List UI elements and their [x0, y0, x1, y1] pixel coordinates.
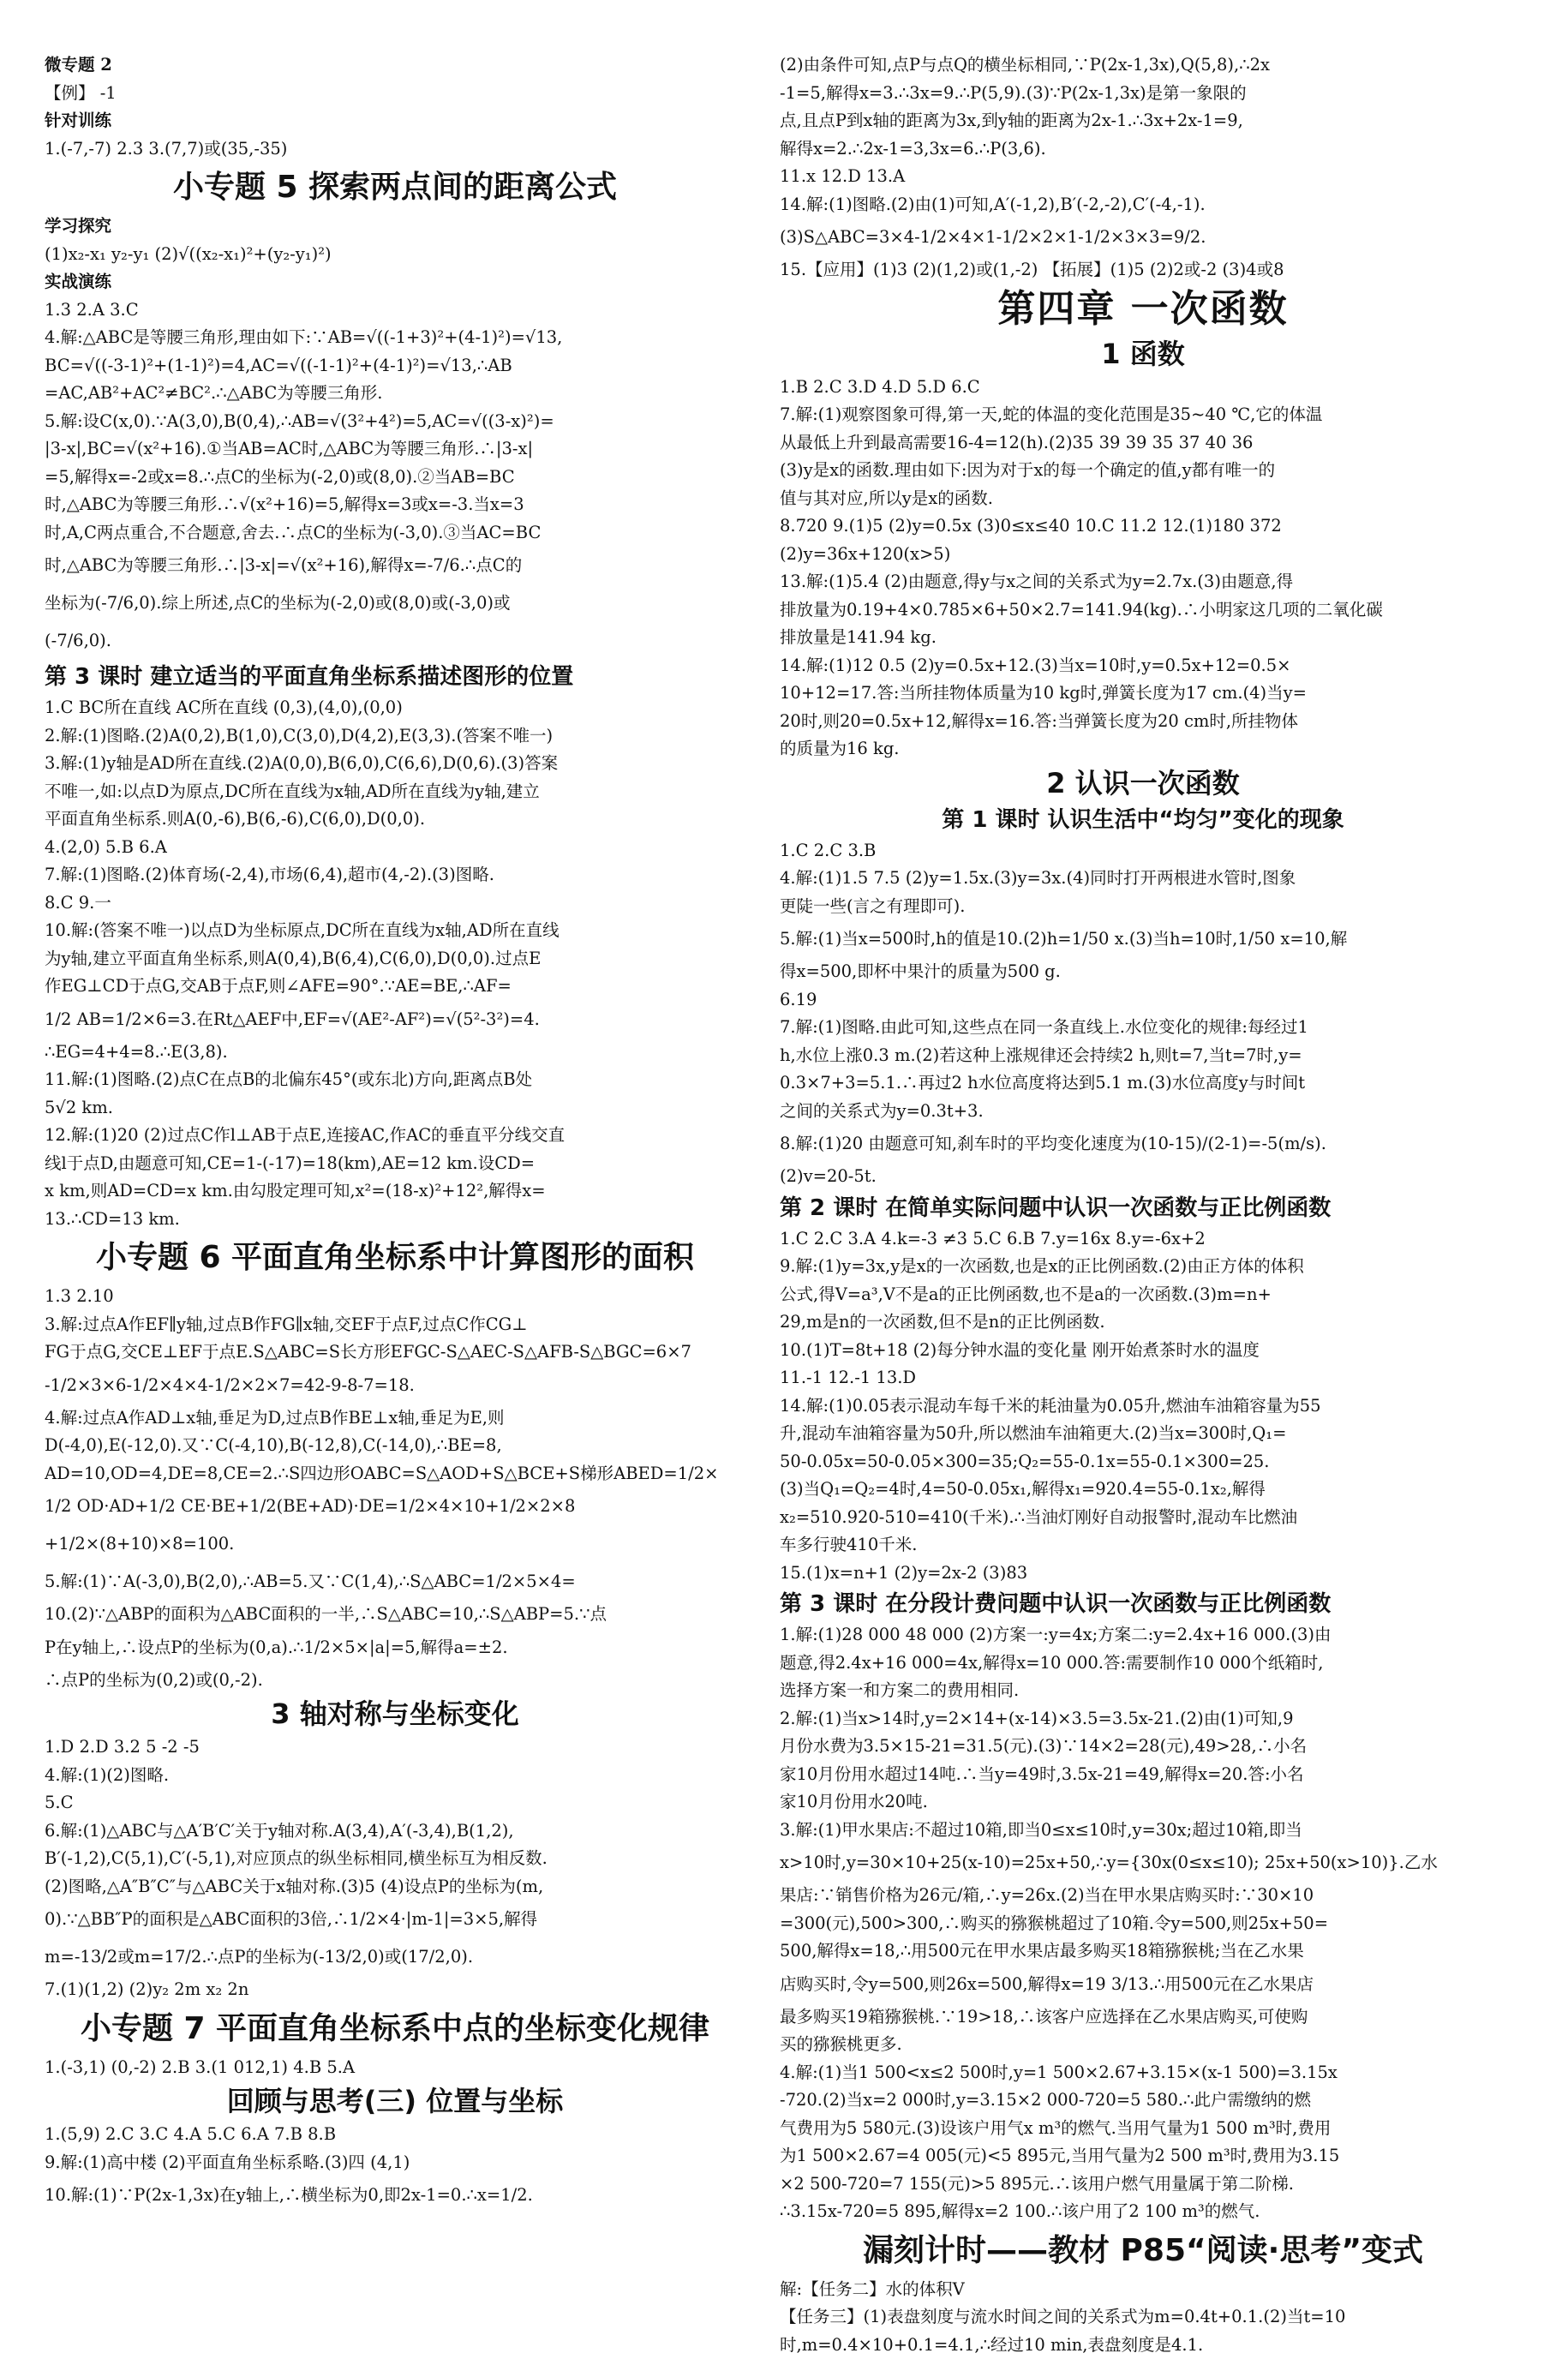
answer-line: 15.(1)x=n+1 (2)y=2x-2 (3)83: [780, 1560, 1506, 1588]
answer-line: 公式,得V=a³,V不是a的正比例函数,也不是a的一次函数.(3)m=n+: [780, 1281, 1506, 1309]
answer-line: 2.解:(1)图略.(2)A(0,2),B(1,0),C(3,0),D(4,2),E(3,3).(答案不唯一): [45, 722, 745, 751]
answer-line: 店购买时,令y=500,则26x=500,解得x=19 3/13.∴用500元在乙水果店: [780, 1966, 1506, 2003]
answer-line: 10.(2)∵△ABP的面积为△ABC面积的一半,∴S△ABC=10,∴S△ABP=5.∵点: [45, 1601, 745, 1629]
sec3-heading: 3 轴对称与坐标变化: [45, 1694, 745, 1733]
extra-answers: [780, 2276, 1506, 2359]
answer-line: x>10时,y=30×10+25(x-10)=25x+50,∴y={30x(0≤x≤10); 25x+50(x>10)}.乙水: [780, 1844, 1506, 1882]
topic5-answers: [45, 296, 745, 661]
answer-line: 4.解:(1)(2)图略.: [45, 1762, 745, 1790]
answer-line: 0).∵△BB″P的面积是△ABC面积的3倍,∴1/2×4·|m-1|=3×5,解得: [45, 1901, 745, 1938]
answer-line: 7.解:(1)图略.由此可知,这些点在同一条直线上.水位变化的规律:每经过1: [780, 1014, 1506, 1042]
answer-line: ×2 500-720=7 155(元)>5 895元.∴该用户燃气用量属于第二阶梯.: [780, 2170, 1506, 2199]
answer-line: 12.解:(1)20 (2)过点C作l⊥AB于点E,连接AC,作AC的垂直平分线交直: [45, 1122, 745, 1150]
answer-line: 7.解:(1)图略.(2)体育场(-2,4),市场(6,4),超市(4,-2).(3)图略.: [45, 861, 745, 889]
answer-line: 7.(1)(1,2) (2)y₂ 2m x₂ 2n: [45, 1976, 745, 2004]
answer-line: 1.(5,9) 2.C 3.C 4.A 5.C 6.A 7.B 8.B: [45, 2121, 745, 2149]
micro2-title: 微专题 2: [45, 51, 745, 80]
answer-line: 29,m是n的一次函数,但不是n的正比例函数.: [780, 1308, 1506, 1337]
answer-line: 最多购买19箱猕猴桃.∵19>18,∴该客户应选择在乙水果店购买,可使购: [780, 2003, 1506, 2032]
answer-line: 时,△ABC为等腰三角形.∴√(x²+16)=5,解得x=3或x=-3.当x=3: [45, 491, 745, 519]
answer-line: 更陡一些(言之有理即可).: [780, 893, 1506, 921]
answer-line: -720.(2)当x=2 000时,y=3.15×2 000-720=5 580.∴此户需缴纳的燃: [780, 2087, 1506, 2115]
review-answers: [45, 2121, 745, 2214]
answer-line: 1.B 2.C 3.D 4.D 5.D 6.C: [780, 374, 1506, 402]
answer-line: (2)y=36x+120(x>5): [780, 541, 1506, 569]
lesson3-answers: [45, 694, 745, 1233]
answer-line: 5.解:(1)∵A(-3,0),B(2,0),∴AB=5.又∵C(1,4),∴S△ABC=1/2×5×4=: [45, 1563, 745, 1601]
answer-line: 10.(1)T=8t+18 (2)每分钟水温的变化量 刚开始煮茶时水的温度: [780, 1337, 1506, 1365]
answer-line: 20时,则20=0.5x+12,解得x=16.答:当弹簧长度为20 cm时,所挂物体: [780, 708, 1506, 736]
topic6-heading: 小专题 6 平面直角坐标系中计算图形的面积: [45, 1236, 745, 1279]
micro2-example: 【例】 -1: [45, 80, 745, 108]
lesson3-heading: 第 3 课时 建立适当的平面直角坐标系描述图形的位置: [45, 660, 745, 694]
answer-line: 1/2 OD·AD+1/2 CE·BE+1/2(BE+AD)·DE=1/2×4×10+1/2×2×8: [45, 1488, 745, 1525]
topic5-learn-label: 学习探究: [45, 213, 745, 241]
answer-line: +1/2×(8+10)×8=100.: [45, 1525, 745, 1563]
answer-line: 1.D 2.D 3.2 5 -2 -5: [45, 1733, 745, 1762]
answer-line: 选择方案一和方案二的费用相同.: [780, 1677, 1506, 1705]
left-column: [45, 51, 745, 2214]
answer-line: 点,且点P到x轴的距离为3x,到y轴的距离为2x-1.∴3x+2x-1=9,: [780, 107, 1506, 135]
answer-line: 7.解:(1)观察图象可得,第一天,蛇的体温的变化范围是35~40 ℃,它的体温: [780, 401, 1506, 429]
answer-line: 升,混动车油箱容量为50升,所以燃油车油箱更大.(2)当x=300时,Q₁=: [780, 1420, 1506, 1448]
answer-line: 得x=500,即杯中果汁的质量为500 g.: [780, 958, 1506, 986]
answer-line: 3.解:过点A作EF∥y轴,过点B作FG∥x轴,交EF于点F,过点C作CG⊥: [45, 1311, 745, 1339]
sec1-heading: 1 函数: [780, 334, 1506, 374]
lesson2-heading: 第 2 课时 在简单实际问题中认识一次函数与正比例函数: [780, 1191, 1506, 1225]
answer-line: 4.解:(1)1.5 7.5 (2)y=1.5x.(3)y=3x.(4)同时打开两根进水管时,图象: [780, 865, 1506, 893]
answer-line: 之间的关系式为y=0.3t+3.: [780, 1098, 1506, 1126]
answer-line: 5.解:设C(x,0).∵A(3,0),B(0,4),∴AB=√(3²+4²)=5,AC=√((3-x)²)=: [45, 408, 745, 436]
sec2-heading: 2 认识一次函数: [780, 763, 1506, 803]
answer-line: 为1 500×2.67=4 005(元)<5 895元,当用气量为2 500 m³时,费用为3.15: [780, 2142, 1506, 2170]
topic7-heading: 小专题 7 平面直角坐标系中点的坐标变化规律: [45, 2008, 745, 2051]
answer-line: 4.解:(1)当1 500<x≤2 500时,y=1 500×2.67+3.15×(x-1 500)=3.15x: [780, 2059, 1506, 2087]
answer-line: -1/2×3×6-1/2×4×4-1/2×2×7=42-9-8-7=18.: [45, 1367, 745, 1404]
answer-line: 13.∴CD=13 km.: [45, 1206, 745, 1234]
answer-line: AD=10,OD=4,DE=8,CE=2.∴S四边形OABC=S△AOD+S△BCE+S梯形ABED=1/2×: [45, 1460, 745, 1488]
answer-line: 题意,得2.4x+16 000=4x,解得x=10 000.答:需要制作10 000个纸箱时,: [780, 1650, 1506, 1678]
answer-line: 8.720 9.(1)5 (2)y=0.5x (3)0≤x≤40 10.C 11.2 12.(1)180 372: [780, 512, 1506, 541]
answer-line: 时,△ABC为等腰三角形.∴|3-x|=√(x²+16),解得x=-7/6.∴点C的: [45, 547, 745, 584]
answer-line: (2)由条件可知,点P与点Q的横坐标相同,∵P(2x-1,3x),Q(5,8),∴2x: [780, 51, 1506, 80]
answer-line: 1.C 2.C 3.B: [780, 837, 1506, 865]
answer-line: 50-0.05x=50-0.05×300=35;Q₂=55-0.1x=55-0.1×300=25.: [780, 1448, 1506, 1476]
answer-line: B′(-1,2),C(5,1),C′(-5,1),对应顶点的纵坐标相同,横坐标互为相反数.: [45, 1845, 745, 1873]
answer-line: 14.解:(1)12 0.5 (2)y=0.5x+12.(3)当x=10时,y=0.5x+12=0.5×: [780, 652, 1506, 680]
answer-line: 排放量是141.94 kg.: [780, 624, 1506, 652]
answer-line: 14.解:(1)图略.(2)由(1)可知,A′(-1,2),B′(-2,-2),C′(-4,-1).: [780, 191, 1506, 219]
micro2-answers: 1.(-7,-7) 2.3 3.(7,7)或(35,-35): [45, 135, 745, 164]
answer-line: 11.x 12.D 13.A: [780, 163, 1506, 191]
answer-line: 5.解:(1)当x=500时,h的值是10.(2)h=1/50 x.(3)当h=10时,1/50 x=10,解: [780, 920, 1506, 958]
answer-line: m=-13/2或m=17/2.∴点P的坐标为(-13/2,0)或(17/2,0).: [45, 1938, 745, 1976]
answer-line: (3)S△ABC=3×4-1/2×4×1-1/2×2×1-1/2×3×3=9/2.: [780, 219, 1506, 256]
answer-line: 坐标为(-7/6,0).综上所述,点C的坐标为(-2,0)或(8,0)或(-3,0)或: [45, 584, 745, 622]
answer-line: 5.C: [45, 1789, 745, 1817]
answer-line: ∴点P的坐标为(0,2)或(0,-2).: [45, 1667, 745, 1695]
answer-line: 3.解:(1)甲水果店:不超过10箱,即当0≤x≤10时,y=30x;超过10箱,即当: [780, 1817, 1506, 1845]
answer-line: 500,解得x=18,∴用500元在甲水果店最多购买18箱猕猴桃;当在乙水果: [780, 1937, 1506, 1966]
answer-line: 不唯一,如:以点D为原点,DC所在直线为x轴,AD所在直线为y轴,建立: [45, 778, 745, 806]
answer-line: 11.解:(1)图略.(2)点C在点B的北偏东45°(或东北)方向,距离点B处: [45, 1066, 745, 1094]
answer-line: 1.C 2.C 3.A 4.k=-3 ≠3 5.C 6.B 7.y=16x 8.y=-6x+2: [780, 1225, 1506, 1254]
chapter-title: 第四章 一次函数: [780, 284, 1506, 334]
answer-line: 15.【应用】(1)3 (2)(1,2)或(1,-2) 【拓展】(1)5 (2)2或-2 (3)4或8: [780, 256, 1506, 284]
answer-line: 1.3 2.10: [45, 1283, 745, 1311]
answer-line: 时,A,C两点重合,不合题意,舍去.∴点C的坐标为(-3,0).③当AC=BC: [45, 519, 745, 548]
answer-line: 1.3 2.A 3.C: [45, 296, 745, 325]
answer-line: 4.解:过点A作AD⊥x轴,垂足为D,过点B作BE⊥x轴,垂足为E,则: [45, 1404, 745, 1433]
answer-line: 9.解:(1)高中楼 (2)平面直角坐标系略.(3)四 (4,1): [45, 2149, 745, 2177]
answer-line: 为y轴,建立平面直角坐标系,则A(0,4),B(6,4),C(6,0),D(0,0).过点E: [45, 945, 745, 973]
extra-heading: 漏刻计时——教材 P85“阅读·思考”变式: [780, 2230, 1506, 2272]
answer-line: 线l于点D,由题意可知,CE=1-(-17)=18(km),AE=12 km.设CD=: [45, 1150, 745, 1178]
answer-line: FG于点G,交CE⊥EF于点E.S△ABC=S长方形EFGC-S△AEC-S△AFB-S△BGC=6×7: [45, 1338, 745, 1367]
answer-line: 值与其对应,所以y是x的函数.: [780, 485, 1506, 513]
lesson2-answers: [780, 1225, 1506, 1588]
answer-line: 家10月份用水20吨.: [780, 1788, 1506, 1817]
answer-line: 买的猕猴桃更多.: [780, 2031, 1506, 2059]
answer-line: 0.3×7+3=5.1.∴再过2 h水位高度将达到5.1 m.(3)水位高度y与时间t: [780, 1069, 1506, 1098]
answer-line: (2)v=20-5t.: [780, 1163, 1506, 1191]
answer-line: 车多行驶410千米.: [780, 1531, 1506, 1560]
answer-line: 时,m=0.4×10+0.1=4.1,∴经过10 min,表盘刻度是4.1.: [780, 2332, 1506, 2359]
answer-line: 10+12=17.答:当所挂物体质量为10 kg时,弹簧长度为17 cm.(4)当y=: [780, 680, 1506, 708]
answer-line: 解得x=2.∴2x-1=3,3x=6.∴P(3,6).: [780, 135, 1506, 164]
lesson3-fn-heading: 第 3 课时 在分段计费问题中认识一次函数与正比例函数: [780, 1587, 1506, 1621]
answer-line: 1/2 AB=1/2×6=3.在Rt△AEF中,EF=√(AE²-AF²)=√(5²-3²)=4.: [45, 1001, 745, 1039]
answer-line: 排放量为0.19+4×0.785×6+50×2.7=141.94(kg).∴小明家这几项的二氧化碳: [780, 596, 1506, 625]
answer-line: =5,解得x=-2或x=8.∴点C的坐标为(-2,0)或(8,0).②当AB=BC: [45, 464, 745, 492]
answer-line: -1=5,解得x=3.∴3x=9.∴P(5,9).(3)∵P(2x-1,3x)是第一象限的: [780, 80, 1506, 108]
answer-line: P在y轴上,∴设点P的坐标为(0,a).∴1/2×5×|a|=5,解得a=±2.: [45, 1629, 745, 1667]
answer-line: (2)图略,△A″B″C″与△ABC关于x轴对称.(3)5 (4)设点P的坐标为(m,: [45, 1873, 745, 1901]
answer-line: 月份水费为3.5×15-21=31.5(元).(3)∵14×2=28(元),49>28,∴小名: [780, 1733, 1506, 1761]
answer-line: 1.(-3,1) (0,-2) 2.B 3.(1 012,1) 4.B 5.A: [45, 2054, 745, 2082]
topic5-heading: 小专题 5 探索两点间的距离公式: [45, 166, 745, 209]
answer-line: 作EG⊥CD于点G,交AB于点F,则∠AFE=90°.∵AE=BE,∴AF=: [45, 973, 745, 1001]
topic5-formula: (1)x₂-x₁ y₂-y₁ (2)√((x₂-x₁)²+(y₂-y₁)²): [45, 241, 745, 269]
answer-line: =300(元),500>300,∴购买的猕猴桃超过了10箱.令y=500,则25x+50=: [780, 1910, 1506, 1938]
answer-line: 11.-1 12.-1 13.D: [780, 1364, 1506, 1392]
answer-line: 气费用为5 580元.(3)设该户用气x m³的燃气.当用气量为1 500 m³时,费用: [780, 2115, 1506, 2143]
answer-line: 的质量为16 kg.: [780, 735, 1506, 763]
topic5-practice-label: 实战演练: [45, 268, 745, 296]
sec3-answers: [45, 1733, 745, 2004]
answer-line: D(-4,0),E(-12,0).又∵C(-4,10),B(-12,8),C(-14,0),∴BE=8,: [45, 1432, 745, 1460]
answer-line: 5√2 km.: [45, 1094, 745, 1123]
answer-line: 家10月份用水超过14吨.∴当y=49时,3.5x-21=49,解得x=20.答:小名: [780, 1761, 1506, 1789]
answer-line: 2.解:(1)当x>14时,y=2×14+(x-14)×3.5=3.5x-21.(2)由(1)可知,9: [780, 1705, 1506, 1733]
answer-line: 1.解:(1)28 000 48 000 (2)方案一:y=4x;方案二:y=2.4x+16 000.(3)由: [780, 1621, 1506, 1650]
sec1-answers: [780, 374, 1506, 763]
lesson1-heading: 第 1 课时 认识生活中“均匀”变化的现象: [780, 803, 1506, 837]
answer-line: x₂=510.920-510=410(千米).∴当油灯刚好自动报警时,混动车比燃油: [780, 1504, 1506, 1532]
answer-line: 10.解:(1)∵P(2x-1,3x)在y轴上,∴横坐标为0,即2x-1=0.∴x=1/2.: [45, 2176, 745, 2214]
review-heading: 回顾与思考(三) 位置与坐标: [45, 2081, 745, 2121]
answer-line: (-7/6,0).: [45, 622, 745, 660]
answer-line: 10.解:(答案不唯一)以点D为坐标原点,DC所在直线为x轴,AD所在直线: [45, 917, 745, 945]
answer-line: 【任务三】(1)表盘刻度与流水时间之间的关系式为m=0.4t+0.1.(2)当t=10: [780, 2303, 1506, 2332]
answer-line: x km,则AD=CD=x km.由勾股定理可知,x²=(18-x)²+12²,解得x=: [45, 1177, 745, 1206]
answer-line: ∴EG=4+4=8.∴E(3,8).: [45, 1039, 745, 1067]
answer-line: 6.解:(1)△ABC与△A′B′C′关于y轴对称.A(3,4),A′(-3,4),B(1,2),: [45, 1817, 745, 1846]
micro2-training-label: 针对训练: [45, 107, 745, 135]
lesson3-fn-answers: [780, 1621, 1506, 2226]
answer-line: 4.解:△ABC是等腰三角形,理由如下:∵AB=√((-1+3)²+(4-1)²)=√13,: [45, 324, 745, 352]
answer-line: |3-x|,BC=√(x²+16).①当AB=AC时,△ABC为等腰三角形.∴|3-x|: [45, 435, 745, 464]
answer-line: 解:【任务二】水的体积V: [780, 2276, 1506, 2304]
answer-line: 6.19: [780, 986, 1506, 1015]
answer-line: 果店:∵销售价格为26元/箱,∴y=26x.(2)当在甲水果店购买时:∵30×10: [780, 1882, 1506, 1910]
answer-line: 1.C BC所在直线 AC所在直线 (0,3),(4,0),(0,0): [45, 694, 745, 722]
answer-line: BC=√((-3-1)²+(1-1)²)=4,AC=√((-1-1)²+(4-1)²)=√13,∴AB: [45, 352, 745, 380]
answer-line: 8.解:(1)20 由题意可知,刹车时的平均变化速度为(10-15)/(2-1)=-5(m/s).: [780, 1125, 1506, 1163]
answer-line: ∴3.15x-720=5 895,解得x=2 100.∴该户用了2 100 m³的燃气.: [780, 2198, 1506, 2226]
answer-line: =AC,AB²+AC²≠BC².∴△ABC为等腰三角形.: [45, 380, 745, 408]
topic6-answers: [45, 1283, 745, 1694]
answer-line: 平面直角坐标系.则A(0,-6),B(6,-6),C(6,0),D(0,0).: [45, 805, 745, 834]
answer-line: 从最低上升到最高需要16-4=12(h).(2)35 39 39 35 37 40 36: [780, 429, 1506, 458]
answer-line: 13.解:(1)5.4 (2)由题意,得y与x之间的关系式为y=2.7x.(3)由题意,得: [780, 568, 1506, 596]
answer-line: (3)当Q₁=Q₂=4时,4=50-0.05x₁,解得x₁=920.4=55-0.1x₂,解得: [780, 1476, 1506, 1504]
right-column: [780, 51, 1506, 2359]
answer-line: (3)y是x的函数.理由如下:因为对于x的每一个确定的值,y都有唯一的: [780, 457, 1506, 485]
answer-line: h,水位上涨0.3 m.(2)若这种上涨规律还会持续2 h,则t=7,当t=7时,y=: [780, 1042, 1506, 1070]
answer-line: 4.(2,0) 5.B 6.A: [45, 834, 745, 862]
answer-line: 8.C 9.一: [45, 889, 745, 918]
answer-line: 14.解:(1)0.05表示混动车每千米的耗油量为0.05升,燃油车油箱容量为55: [780, 1392, 1506, 1421]
answer-line: 3.解:(1)y轴是AD所在直线.(2)A(0,0),B(6,0),C(6,6),D(0,6).(3)答案: [45, 750, 745, 778]
answer-line: 9.解:(1)y=3x,y是x的一次函数,也是x的正比例函数.(2)由正方体的体积: [780, 1253, 1506, 1281]
continued-answers: [780, 51, 1506, 284]
lesson1-answers: [780, 837, 1506, 1191]
